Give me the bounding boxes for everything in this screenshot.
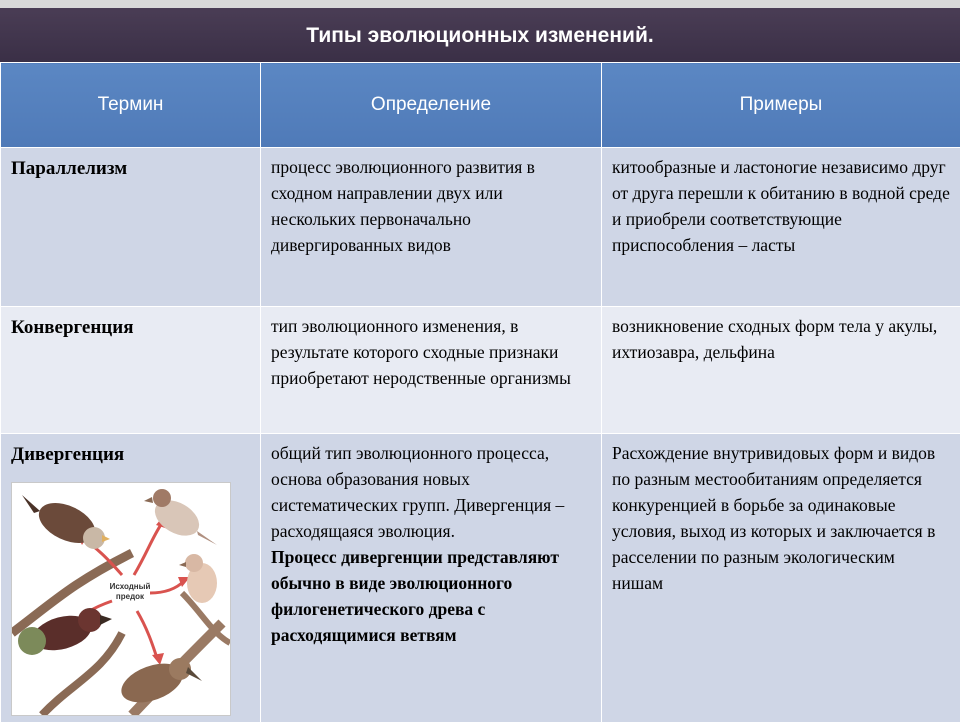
bird bbox=[22, 495, 110, 551]
bird bbox=[116, 656, 202, 710]
examples-cell: возникновение сходных форм тела у акулы, ихтиозавра, дельфина bbox=[602, 307, 960, 434]
definition-cell: процесс эволюционного развития в сходном направлении двух или нескольких первоначально дивергированных видов bbox=[261, 148, 602, 307]
finch-divergence-diagram bbox=[12, 483, 230, 715]
definition-bold-text: Процесс дивергенции представляют обычно в виде эволюционного филогенетического древа с расходящимися ветвям bbox=[271, 544, 591, 648]
term-cell bbox=[1, 434, 261, 723]
center-label: Исходный bbox=[110, 582, 151, 591]
evolution-types-table bbox=[0, 62, 960, 723]
page-title: Типы эволюционных изменений. bbox=[0, 8, 960, 63]
term-cell: Параллелизм bbox=[1, 148, 261, 307]
table-row bbox=[1, 434, 960, 723]
column-header-definition: Определение bbox=[261, 63, 602, 148]
term-label: Дивергенция bbox=[11, 442, 250, 468]
definition-cell bbox=[261, 434, 602, 723]
table-header-row bbox=[1, 63, 960, 148]
table-row bbox=[1, 307, 960, 434]
table-row bbox=[1, 148, 960, 307]
definition-text: общий тип эволюционного процесса, основа образования новых систематических групп. Дивергенция – расходящаяся эволюция. bbox=[271, 440, 591, 544]
center-label: предок bbox=[116, 592, 145, 601]
column-header-term: Термин bbox=[1, 63, 261, 148]
examples-cell: Расхождение внутривидовых форм и видов по разным местообитаниям определяется конкуренцией в борьбе за одинаковые условия, выход из которых и заключается в расселении по разным экологическим нишам bbox=[602, 434, 960, 723]
term-cell: Конвергенция bbox=[1, 307, 261, 434]
top-strip bbox=[0, 0, 960, 8]
examples-cell: китообразные и ластоногие независимо друг от друга перешли к обитанию в водной среде и приобрели соответствующие приспособления – ласты bbox=[602, 148, 960, 307]
column-header-examples: Примеры bbox=[602, 63, 960, 148]
definition-cell: тип эволюционного изменения, в результате которого сходные признаки приобретают неродственные организмы bbox=[261, 307, 602, 434]
divergence-illustration bbox=[11, 482, 231, 716]
